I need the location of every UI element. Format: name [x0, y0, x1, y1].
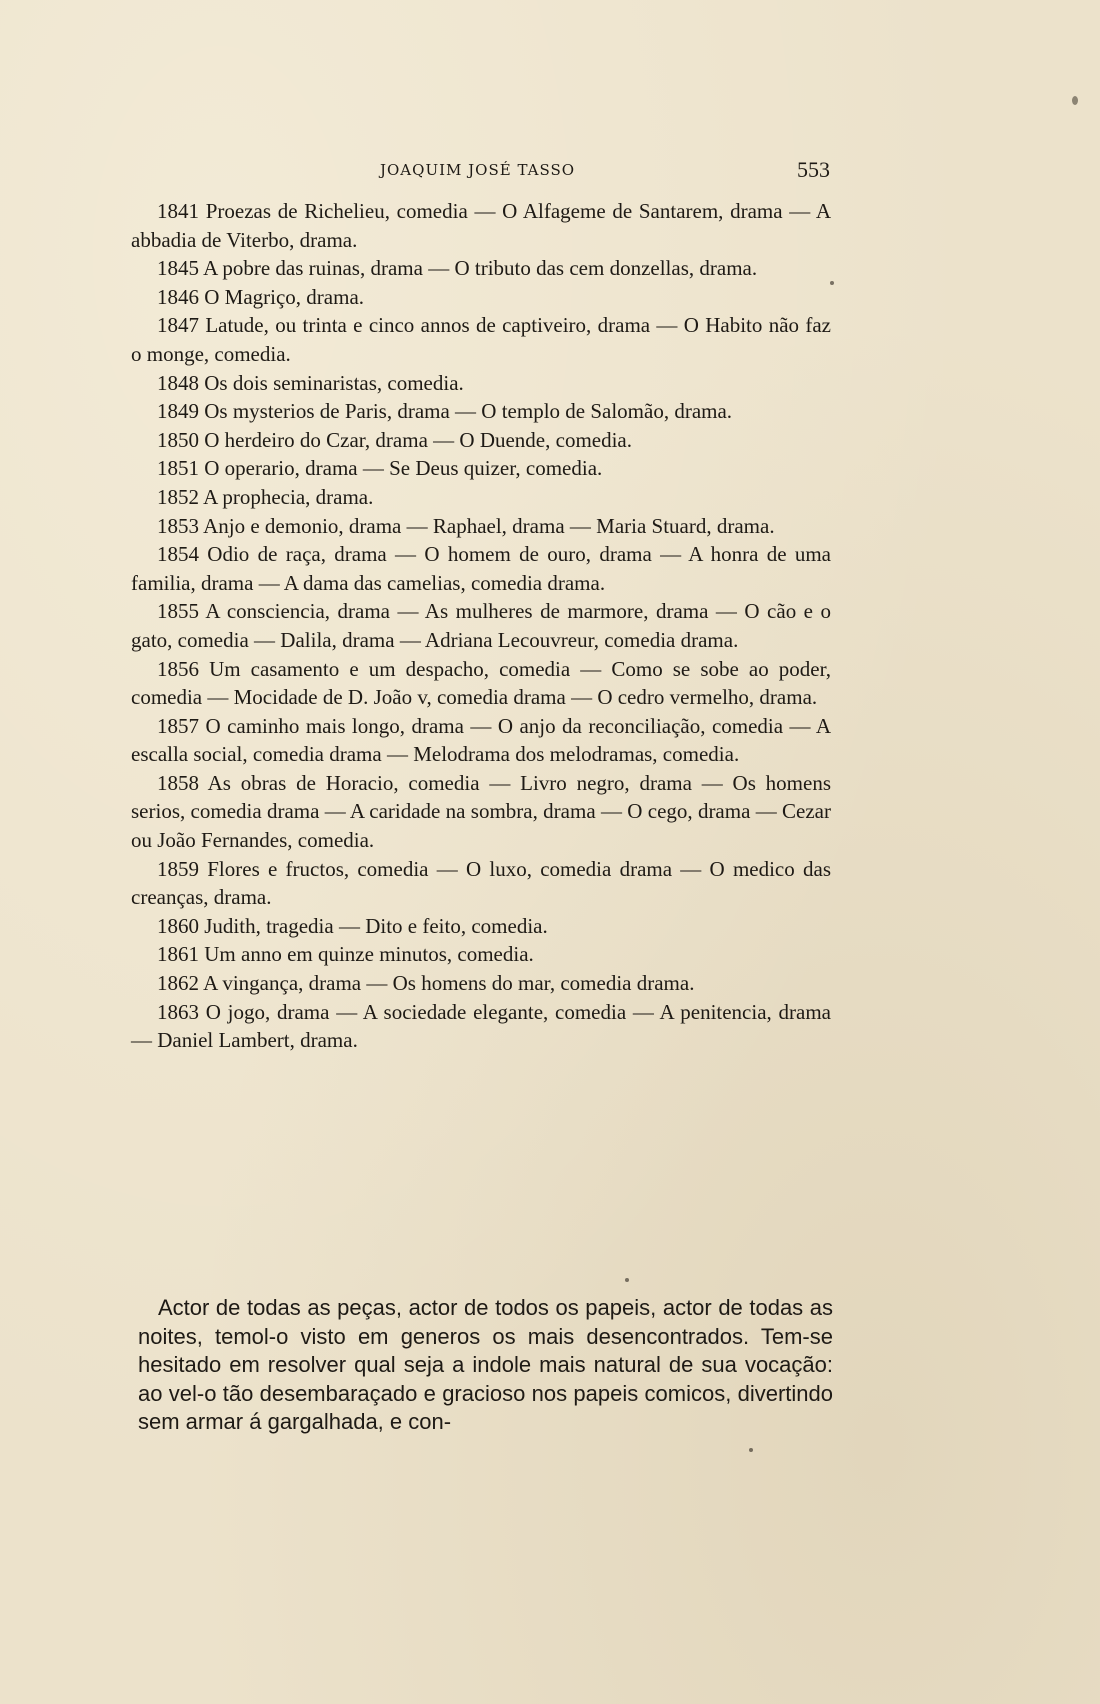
chronology-entry-1851: 1851 O operario, drama — Se Deus quizer, comedia.	[157, 456, 603, 481]
body-paragraph-text: Actor de todas as peças, actor de todos os papeis, actor de todas as noites, temol-o visto em generos os mais desencontrados. Tem-se hesitado em resolver qual seja a indole mais natural de sua vocação: ao vel-o tão desembaraçado e gracioso nos papeis comicos, divertindo sem armar á gargalhada, e con-	[138, 1295, 833, 1434]
chronology-entry-1859: 1859 Flores e fructos, comedia — O luxo, comedia drama — O medico das creanças, drama.	[131, 856, 831, 910]
chronology-entry-1862: 1862 A vingança, drama — Os homens do mar, comedia drama.	[157, 971, 695, 996]
chronology-entry-1860: 1860 Judith, tragedia — Dito e feito, comedia.	[157, 913, 548, 938]
chronology-entry-1850: 1850 O herdeiro do Czar, drama — O Duende, comedia.	[157, 427, 633, 452]
chronology-entry-1855: 1855 A consciencia, drama — As mulheres de marmore, drama — O cão e o gato, comedia — Dalila, drama — Adriana Lecouvreur, comedia drama.	[131, 599, 831, 652]
chronology-entry-1849: 1849 Os mysterios de Paris, drama — O templo de Salomão, drama.	[157, 399, 733, 424]
chronology-entry-1856: 1856 Um casamento e um despacho, comedia — Como se sobe ao poder, comedia — Mocidade de D. João v, comedia drama — O cedro vermelho, drama.	[131, 656, 831, 710]
chronology-entry-1861: 1861 Um anno em quinze minutos, comedia.	[157, 942, 534, 967]
ink-speck	[1072, 96, 1078, 105]
body-paragraph	[138, 1294, 833, 1437]
chronology-entry-1845: 1845 A pobre das ruinas, drama — O tributo das cem donzellas, drama.	[157, 256, 758, 281]
ink-speck	[749, 1448, 753, 1452]
chronology-entry-1846: 1846 O Magriço, drama.	[157, 284, 365, 309]
chronology-entry-1841: 1841 Proezas de Richelieu, comedia — O Alfageme de Santarem, drama — A abbadia de Viterbo, drama.	[131, 199, 831, 252]
ink-speck	[625, 1278, 629, 1282]
chronology-entry-1847: 1847 Latude, ou trinta e cinco annos de captiveiro, drama — O Habito não faz o monge, comedia.	[131, 313, 831, 366]
page-number: 553	[797, 157, 830, 182]
chronology-entry-1853: 1853 Anjo e demonio, drama — Raphael, drama — Maria Stuard, drama.	[157, 513, 775, 538]
chronology-entry-1857: 1857 O caminho mais longo, drama — O anjo da reconciliação, comedia — A escalla social, comedia drama — Melodrama dos melodramas, comedia.	[131, 713, 831, 767]
chronology-entry-1852: 1852 A prophecia, drama.	[157, 484, 374, 509]
chronology-entry-1848: 1848 Os dois seminaristas, comedia.	[157, 370, 464, 395]
chronology-list	[131, 197, 831, 1055]
running-title: JOAQUIM JOSÉ TASSO	[380, 161, 576, 179]
chronology-entry-1863: 1863 O jogo, drama — A sociedade elegante, comedia — A penitencia, drama — Daniel Lambert, drama.	[131, 999, 831, 1053]
ink-speck	[830, 281, 834, 285]
running-head	[130, 157, 830, 187]
chronology-entry-1858: 1858 As obras de Horacio, comedia — Livro negro, drama — Os homens serios, comedia drama — A caridade na sombra, drama — O cego, drama — Cezar ou João Fernandes, comedia.	[131, 770, 831, 853]
chronology-entry-1854: 1854 Odio de raça, drama — O homem de ouro, drama — A honra de uma familia, drama — A dama das camelias, comedia drama.	[131, 542, 831, 595]
